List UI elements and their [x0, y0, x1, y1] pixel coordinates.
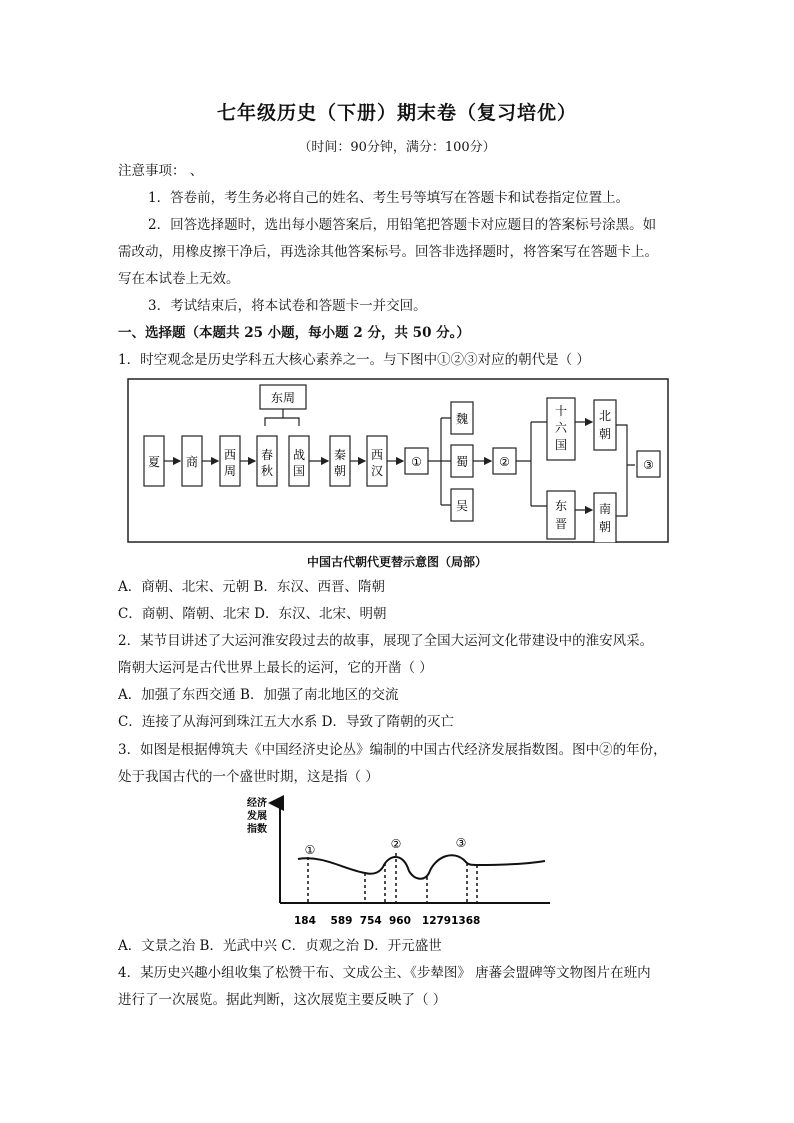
chart-ylabel: [246, 796, 267, 835]
node-16-2: 六: [554, 421, 568, 435]
node-bei-2: 朝: [598, 427, 612, 441]
peak-1: ①: [304, 843, 316, 857]
dynasty-diagram: [127, 378, 669, 543]
q3-stem-2: 处于我国古代的一个盛世时期，这是指（ ）: [118, 769, 379, 785]
node-qin-2: 朝: [333, 464, 347, 478]
node-wei: 魏: [455, 412, 469, 426]
node-chunqiu-1: 春: [260, 448, 274, 462]
node-3: ③: [643, 458, 654, 472]
node-chunqiu-2: 秋: [260, 464, 274, 478]
notice-1: 1．答卷前，考生务必将自己的姓名、考生号等填写在答题卡和试卷指定位置上。: [148, 190, 630, 206]
box-beichao: [594, 400, 616, 450]
node-wu: 吴: [455, 499, 469, 513]
node-xizhou-2: 周: [223, 464, 237, 478]
section-heading: 一、选择题（本题共 25 小题，每小题 2 分，共 50 分。）: [118, 325, 470, 341]
exam-title: 七年级历史（下册）期末卷（复习培优）: [216, 102, 577, 124]
node-16-1: 十: [554, 404, 568, 418]
node-xizhou-1: 西: [223, 448, 237, 462]
svg-text:经济: 经济: [247, 798, 267, 809]
peak-2: ②: [390, 837, 402, 851]
node-xihan-2: 汉: [370, 464, 384, 478]
node-shang: 商: [185, 455, 199, 469]
q3-options: A．文景之治 B．光武中兴 C．贞观之治 D．开元盛世: [118, 938, 442, 954]
node-2: ②: [499, 455, 510, 469]
q4-stem-1: 4．某历史兴趣小组收集了松赞干布、文成公主、《步辇图》 唐蕃会盟碑等文物图片在班内: [118, 965, 651, 981]
node-zhanguo-2: 国: [292, 464, 306, 478]
svg-text:指数: 指数: [247, 824, 267, 835]
node-dongjin-2: 晋: [554, 517, 568, 531]
q1-options-2: C．商朝、隋朝、北宋 D．东汉、北宋、明朝: [118, 606, 387, 622]
x-tick-labels: 184 589 754 960 12791368: [294, 915, 481, 927]
diagram-caption: 中国古代朝代更替示意图（局部）: [306, 555, 487, 569]
node-xihan-1: 西: [370, 448, 384, 462]
exam-subtitle: （时间：90分钟，满分：100分）: [298, 140, 496, 155]
economy-chart: [243, 795, 553, 930]
node-nan-2: 朝: [598, 520, 612, 534]
q1-options-1: A．商朝、北宋、元朝 B．东汉、西晋、隋朝: [118, 579, 385, 595]
node-1: ①: [411, 455, 422, 469]
q4-stem-2: 进行了一次展览。据此判断，这次展览主要反映了（ ）: [118, 992, 447, 1008]
label-eastzhou: 东周: [270, 391, 296, 405]
notice-2: 2．回答选择题时，选出每小题答案后，用铅笔把答题卡对应题目的答案标号涂黑。如: [148, 217, 657, 233]
notice-2-end: 写在本试卷上无效。: [118, 271, 240, 287]
q3-stem-1: 3．如图是根据傅筑夫《中国经济史论丛》编制的中国古代经济发展指数图。图中②的年份，: [118, 742, 667, 758]
node-16-3: 国: [554, 438, 568, 452]
node-xia: 夏: [147, 455, 161, 469]
svg-text:发展: 发展: [247, 811, 267, 822]
node-bei-1: 北: [598, 409, 612, 423]
node-zhanguo-1: 战: [292, 448, 306, 462]
notice-3: 3．考试结束后，将本试卷和答题卡一并交回。: [148, 298, 427, 314]
notice-2-cont: 需改动，用橡皮擦干净后，再选涂其他答案标号。回答非选择题时，将答案写在答题卡上。: [118, 244, 658, 260]
drop-lines: [308, 853, 477, 903]
peak-3: ③: [455, 836, 467, 850]
node-qin-1: 秦: [333, 448, 347, 462]
q1-stem: 1．时空观念是历史学科五大核心素养之一。与下图中①②③对应的朝代是（ ）: [118, 352, 590, 368]
notice-heading: 注意事项： 、: [118, 163, 204, 179]
box-nanchao: [594, 493, 616, 543]
q2-stem-2: 隋朝大运河是古代世界上最长的运河，它的开凿（ ）: [118, 660, 433, 676]
q2-options-1: A．加强了东西交通 B．加强了南北地区的交流: [118, 687, 399, 703]
node-nan-1: 南: [598, 502, 612, 516]
q2-stem-1: 2．某节目讲述了大运河淮安段过去的故事，展现了全国大运河文化带建设中的淮安风采。: [118, 633, 654, 649]
q2-options-2: C．连接了从海河到珠江五大水系 D．导致了隋朝的灭亡: [118, 714, 454, 730]
node-dongjin-1: 东: [554, 499, 568, 513]
index-line: [298, 855, 545, 879]
node-shu: 蜀: [455, 455, 469, 469]
eastzhou-bracket: [265, 409, 299, 426]
